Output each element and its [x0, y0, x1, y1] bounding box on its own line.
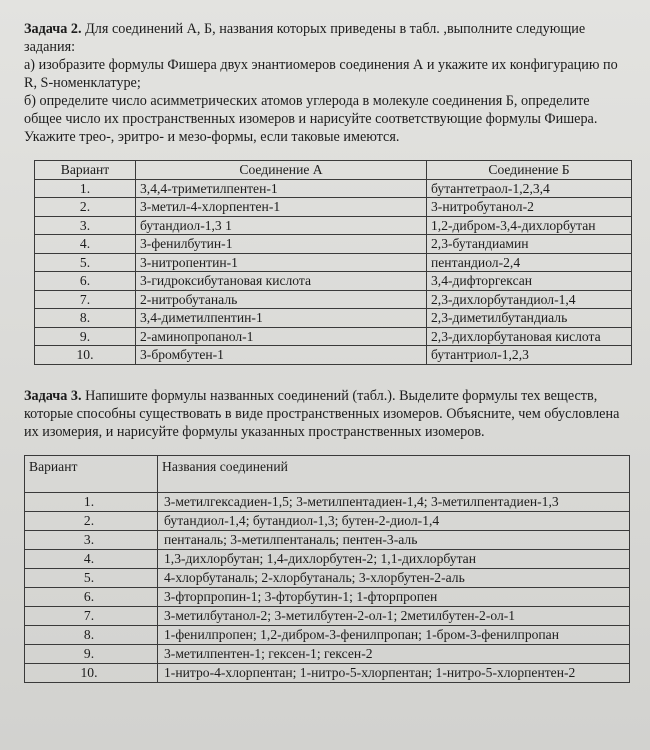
table-row: [25, 587, 630, 606]
cell-compound-a: 2-нитробутаналь: [136, 290, 427, 309]
cell-compound-a: 3,4,4-триметилпентен-1: [136, 179, 427, 198]
task3-text: [24, 387, 628, 441]
cell-variant: 3.: [25, 530, 158, 549]
header-names: Названия соединений: [158, 455, 630, 492]
cell-variant: 4.: [25, 549, 158, 568]
cell-variant: 9.: [35, 327, 136, 346]
header-variant: Вариант: [25, 455, 158, 492]
cell-compound-a: 3-гидроксибутановая кислота: [136, 272, 427, 291]
cell-variant: 8.: [25, 625, 158, 644]
cell-variant: 9.: [25, 644, 158, 663]
cell-variant: 6.: [25, 587, 158, 606]
cell-names: 1,3-дихлорбутан; 1,4-дихлорбутен-2; 1,1-дихлорбутан: [158, 549, 630, 568]
cell-names: 1-нитро-4-хлорпентан; 1-нитро-5-хлорпентан; 1-нитро-5-хлорпентен-2: [158, 663, 630, 682]
table-row: [35, 272, 632, 291]
table-row: [25, 549, 630, 568]
cell-compound-a: 3-бромбутен-1: [136, 346, 427, 365]
cell-names: 1-фенилпропен; 1,2-дибром-3-фенилпропан; 1-бром-3-фенилпропан: [158, 625, 630, 644]
header-compound-b: Соединение Б: [427, 161, 632, 180]
header-variant: Вариант: [35, 161, 136, 180]
cell-compound-a: 3,4-диметилпентин-1: [136, 309, 427, 328]
cell-compound-b: 3,4-дифторгексан: [427, 272, 632, 291]
compounds-table-a: [34, 160, 632, 365]
table-row: [35, 346, 632, 365]
cell-compound-a: 3-нитропентин-1: [136, 253, 427, 272]
table-row: [25, 530, 630, 549]
table-row: [25, 568, 630, 587]
cell-variant: 10.: [25, 663, 158, 682]
cell-variant: 7.: [25, 606, 158, 625]
task2-intro: [24, 20, 628, 56]
cell-variant: 3.: [35, 216, 136, 235]
table-row: [25, 644, 630, 663]
cell-compound-b: 2,3-дихлорбутандиол-1,4: [427, 290, 632, 309]
cell-variant: 2.: [25, 511, 158, 530]
cell-compound-b: бутантриол-1,2,3: [427, 346, 632, 365]
cell-variant: 7.: [35, 290, 136, 309]
task2-item-b: б) определите число асимметрических атомов углерода в молекуле соединения Б, определите общее число их пространственных изомеров и нарисуйте соответствующие формулы Фишера. Укажите трео-, эритро- и мезо-формы, если таковые имеются.: [24, 93, 598, 145]
cell-variant: 5.: [35, 253, 136, 272]
cell-names: 3-метилбутанол-2; 3-метилбутен-2-ол-1; 2метилбутен-2-ол-1: [158, 606, 630, 625]
cell-variant: 8.: [35, 309, 136, 328]
cell-compound-b: 1,2-дибром-3,4-дихлорбутан: [427, 216, 632, 235]
table-row: [25, 492, 630, 511]
cell-compound-a: бутандиол-1,3 1: [136, 216, 427, 235]
cell-names: 3-метилгексадиен-1,5; 3-метилпентадиен-1,4; 3-метилпентадиен-1,3: [158, 492, 630, 511]
table-row: [35, 179, 632, 198]
table-row: [35, 216, 632, 235]
table-header-row: [25, 455, 630, 492]
task3-body: Напишите формулы названных соединений (табл.). Выделите формулы тех веществ, которые способны существовать в виде пространственных изомеров. Объясните, чем обусловлена их изомерия, и нарисуйте формулы указанных пространственных изомеров.: [24, 387, 620, 440]
cell-compound-b: 3-нитробутанол-2: [427, 198, 632, 217]
table-row: [35, 290, 632, 309]
table-row: [35, 235, 632, 254]
task2-item-a: а) изобразите формулы Фишера двух энантиомеров соединения А и укажите их конфигурацию по R, S-номенклатуре;: [24, 57, 618, 91]
cell-names: 4-хлорбутаналь; 2-хлорбутаналь; 3-хлорбутен-2-аль: [158, 568, 630, 587]
table-row: [35, 309, 632, 328]
table-row: [25, 663, 630, 682]
cell-names: бутандиол-1,4; бутандиол-1,3; бутен-2-диол-1,4: [158, 511, 630, 530]
cell-compound-b: бутантетраол-1,2,3,4: [427, 179, 632, 198]
cell-variant: 5.: [25, 568, 158, 587]
cell-names: пентаналь; 3-метилпентаналь; пентен-3-аль: [158, 530, 630, 549]
cell-compound-a: 3-фенилбутин-1: [136, 235, 427, 254]
cell-compound-a: 2-аминопропанол-1: [136, 327, 427, 346]
cell-names: 3-фторпропин-1; 3-фторбутин-1; 1-фторпропен: [158, 587, 630, 606]
cell-variant: 1.: [25, 492, 158, 511]
table-header-row: [35, 161, 632, 180]
header-compound-a: Соединение А: [136, 161, 427, 180]
table-row: [25, 625, 630, 644]
table-row: [35, 198, 632, 217]
table-row: [25, 606, 630, 625]
cell-variant: 10.: [35, 346, 136, 365]
task3-title: Задача 3.: [24, 387, 82, 404]
compounds-table-b: [24, 455, 630, 683]
cell-names: 3-метилпентен-1; гексен-1; гексен-2: [158, 644, 630, 663]
cell-variant: 1.: [35, 179, 136, 198]
table-row: [25, 511, 630, 530]
cell-compound-b: пентандиол-2,4: [427, 253, 632, 272]
cell-variant: 6.: [35, 272, 136, 291]
cell-compound-b: 2,3-диметилбутандиаль: [427, 309, 632, 328]
task2-intro-text: Для соединений А, Б, названия которых приведены в табл. ,выполните следующие задания:: [24, 21, 586, 55]
table-row: [35, 253, 632, 272]
cell-variant: 2.: [35, 198, 136, 217]
task2-title: Задача 2.: [24, 21, 82, 37]
cell-compound-b: 2,3-бутандиамин: [427, 235, 632, 254]
table-row: [35, 327, 632, 346]
cell-compound-a: 3-метил-4-хлорпентен-1: [136, 198, 427, 217]
cell-compound-b: 2,3-дихлорбутановая кислота: [427, 327, 632, 346]
cell-variant: 4.: [35, 235, 136, 254]
